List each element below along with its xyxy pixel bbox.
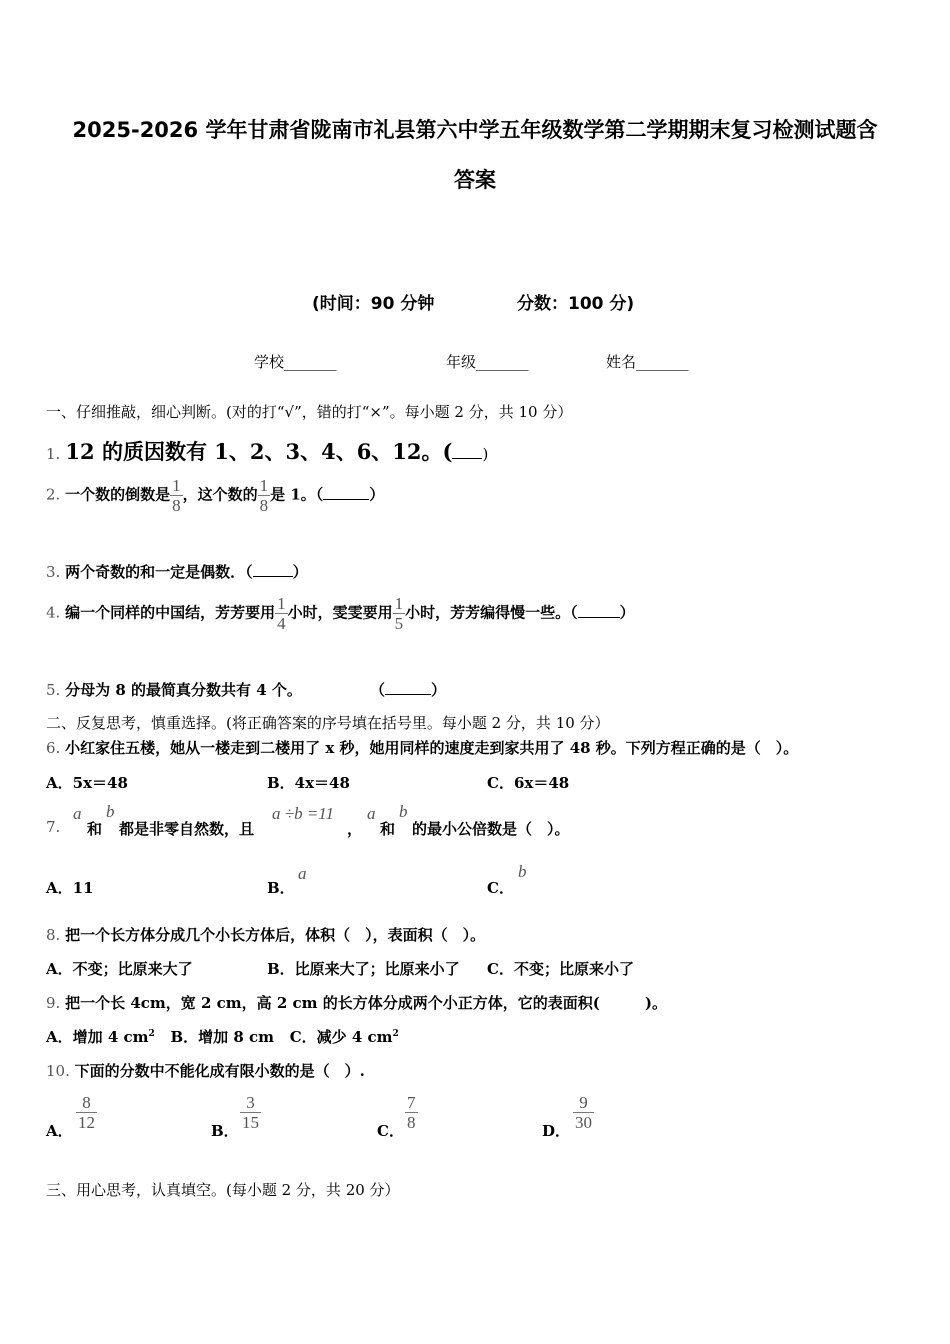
q4-fraction-2: $\frac{1}{5}$ xyxy=(394,594,404,633)
question-6: 6. 小红家住五楼，她从一楼走到二楼用了 x 秒，她用同样的速度走到家共用了 48 秒。下列方程正确的是（ ）。 xyxy=(46,739,799,757)
q10-option-d-fraction: $\frac{9}{30}$ xyxy=(575,1093,592,1132)
q10-option-b-fraction: $\frac{3}{15}$ xyxy=(242,1093,259,1132)
q7-option-b-value: a xyxy=(298,864,307,883)
question-9: 9. 把一个长 4cm，宽 2 cm，高 2 cm 的长方体分成两个小正方体，它的表面积( )。 xyxy=(46,994,667,1012)
section-2-heading: 二、反复思考，慎重选择。(将正确答案的序号填在括号里。每小题 2 分，共 10 分） xyxy=(46,714,610,732)
q7-option-b: B． xyxy=(267,879,295,897)
q2-fraction-2: $\frac{1}{8}$ xyxy=(259,476,269,515)
q6-option-b: B．4x＝48 xyxy=(267,774,350,792)
time-label: (时间：90 分钟 xyxy=(312,294,435,314)
q4-fraction-1: $\frac{1}{4}$ xyxy=(277,594,286,633)
section-1-heading: 一、仔细推敲，细心判断。(对的打“√”，错的打“×”。每小题 2 分，共 10 分） xyxy=(46,403,573,421)
q8-option-b: B．比原来大了；比原来小了 xyxy=(267,960,460,978)
q1-number: 1. xyxy=(46,445,61,463)
q8-option-c: C．不变；比原来小了 xyxy=(487,960,634,978)
q3-blank xyxy=(253,562,293,577)
q6-option-c: C．6x＝48 xyxy=(487,774,570,792)
grade-field: 年级_______ xyxy=(446,353,529,371)
question-10: 10. 下面的分数中不能化成有限小数的是（ ）. xyxy=(46,1062,365,1080)
q10-option-d-label: D． xyxy=(542,1122,571,1140)
q10-option-a-label: A． xyxy=(46,1122,73,1140)
q7-option-c-value: b xyxy=(518,862,527,881)
score-label: 分数：100 分) xyxy=(517,294,635,314)
q7-equation: a ÷b =11 xyxy=(272,804,335,823)
question-8: 8. 把一个长方体分成几个小长方体后，体积（ ），表面积（ ）。 xyxy=(46,926,486,944)
q7-option-c: C． xyxy=(487,879,514,897)
q8-option-a: A．不变；比原来大了 xyxy=(46,960,193,978)
q10-option-a-fraction: $\frac{8}{12}$ xyxy=(78,1093,95,1132)
q2-fraction-1: $\frac{1}{8}$ xyxy=(172,476,181,515)
doc-title-line2: 答案 xyxy=(454,168,496,192)
question-1: 1. 12 的质因数有 1、2、3、4、6、12。( ) xyxy=(46,439,489,464)
doc-title-line1: 2025-2026 学年甘肃省陇南市礼县第六中学五年级数学第二学期期末复习检测试题含 xyxy=(72,118,878,142)
question-4: 4. 编一个同样的中国结，芳芳要用 $\frac{1}{4}$ 小时，雯雯要用 $\frac{1}{5}$ 小时，芳芳编得慢一些。（ ） xyxy=(46,594,635,633)
q6-option-a: A．5x＝48 xyxy=(46,774,128,792)
q5-answer-paren: （ ） xyxy=(370,681,447,699)
q10-option-b-label: B． xyxy=(211,1122,239,1140)
q7-var-b: b xyxy=(106,802,115,821)
q7-option-a: A．11 xyxy=(46,879,94,897)
question-5: 5. 分母为 8 的最简真分数共有 4 个。 xyxy=(46,681,302,699)
q9-options: A．增加 4 $cm^2$ B．增加 8 cm C．减少 4 $cm^2$ xyxy=(46,1028,399,1046)
question-2: 2. 一个数的倒数是 $\frac{1}{8}$ ，这个数的 $\frac{1}{8}$ 是 1。（ ） xyxy=(46,476,385,515)
q2-blank xyxy=(323,485,369,500)
question-3: 3. 两个奇数的和一定是偶数．（ ） xyxy=(46,563,308,581)
q10-option-c-fraction: $\frac{7}{8}$ xyxy=(407,1093,416,1132)
q1-blank xyxy=(452,444,482,459)
q7-number: 7. xyxy=(46,818,61,836)
q10-option-c-label: C． xyxy=(377,1122,404,1140)
q1-text: 12 的质因数有 1、2、3、4、6、12。( xyxy=(65,439,453,464)
name-field: 姓名_______ xyxy=(606,353,689,371)
school-field: 学校_______ xyxy=(254,353,337,371)
q7-var-a: a xyxy=(73,804,82,823)
section-3-heading: 三、用心思考，认真填空。(每小题 2 分，共 20 分） xyxy=(46,1181,400,1199)
q4-blank xyxy=(578,603,620,618)
